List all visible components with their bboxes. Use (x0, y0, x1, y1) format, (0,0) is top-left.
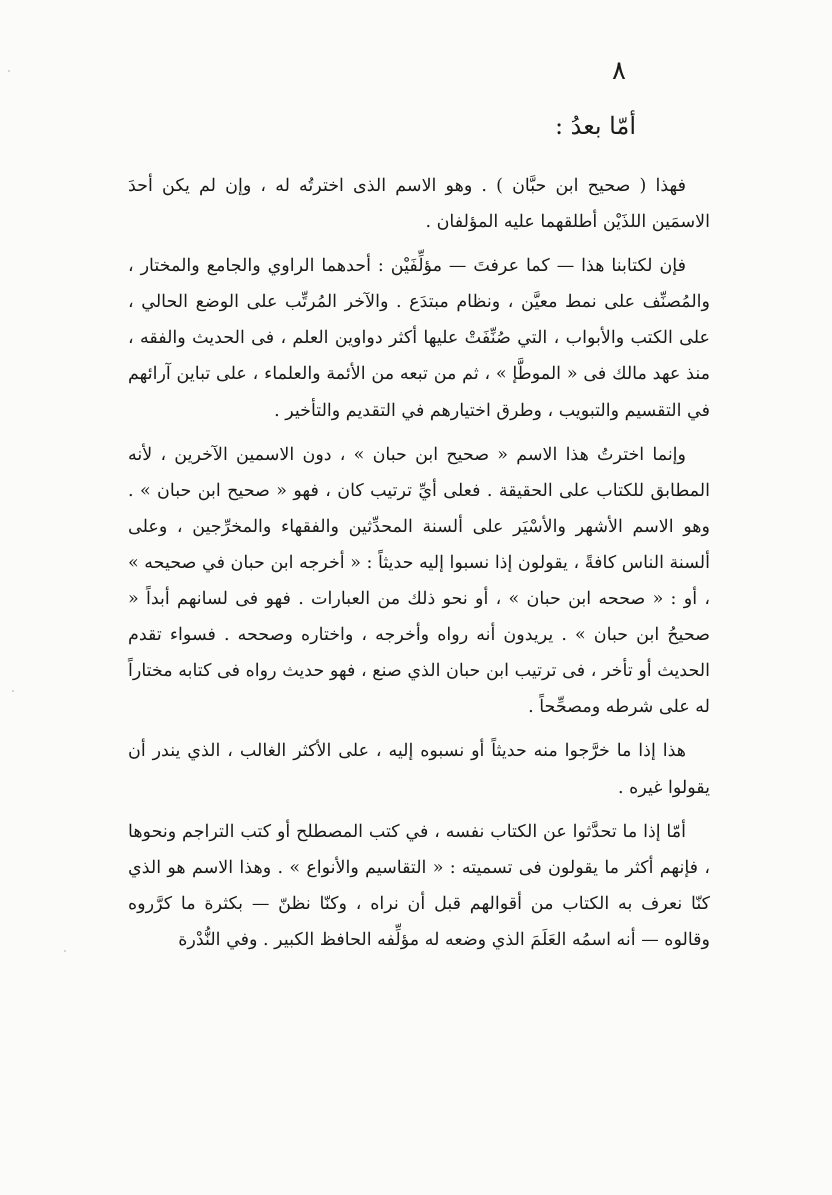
paragraph: أمّا إذا ما تحدَّثوا عن الكتاب نفسه ، في كتب المصطلح أو كتب التراجم ونحوها ، فإنهم أكثر ما يقولون فى تسميته : « التقاسيم والأنواع » . وهذا الاسم هو الذي كنّا نعرف به الكتاب من أقوالهم قبل أن نراه ، وكنّا نظنّ — بكثرة ما كرَّروه وقالوه — أنه اسمُه العَلَمَ الذي وضعه له مؤلِّفه الحافظ الكبير . وفي النُّدْرة (128, 821, 710, 950)
body-text (128, 168, 710, 966)
paper-speck (8, 70, 10, 72)
paragraph: فهذا ( صحيح ابن حبَّان ) . وهو الاسم الذى اخترتُه له ، وإن لم يكن أحدَ الاسمَين اللذَيْن أطلقهما عليه المؤلفان . (128, 176, 710, 233)
paragraph: وإنما اخترتُ هذا الاسم « صحيح ابن حبان » ، دون الاسمين الآخرين ، لأنه المطابق للكتاب على الحقيقة . فعلى أيِّ ترتيب كان ، فهو « صحيح ابن حبان » . وهو الاسم الأشهر والأسْيَر على ألسنة المحدِّثين والفقهاء والمخرِّجين ، وعلى ألسنة الناس كافةً ، يقولون إذا نسبوا إليه حديثاً : « أخرجه ابن حبان في صحيحه » ، أو : « صححه ابن حبان » ، أو نحو ذلك من العبارات . فهو فى لسانهم أبداً « صحيحُ ابن حبان » . يريدون أنه رواه وأخرجه ، واختاره وصححه . فسواء تقدم الحديث أو تأخر ، فى ترتيب ابن حبان الذي صنع ، فهو حديث رواه فى كتابه مختاراً له على شرطه ومصحِّحاً . (128, 444, 710, 718)
paper-speck (64, 950, 66, 952)
section-heading: أمّا بعدُ : (554, 112, 636, 140)
page-number: ٨ (612, 56, 626, 86)
paragraph: هذا إذا ما خرَّجوا منه حديثاً أو نسبوه إليه ، على الأكثر الغالب ، الذي يندر أن يقولوا غيره . (128, 741, 710, 798)
paragraph: فإن لكتابنا هذا — كما عرفتَ — مؤلِّفَيْن : أحدهما الراوي والجامع والمختار ، والمُصنِّف على نمط معيَّن ، ونظام مبتدَع . والآخر المُرتِّب على الوضع الحالي ، على الكتب والأبواب ، التي صُنِّفَتْ عليها أكثر دواوين العلم ، فى الحديث والفقه ، منذ عهد مالك فى « الموطَّإ » ، ثم من تبعه من الأئمة والعلماء ، على تباين آرائهم في التقسيم والتبويب ، وطرق اختيارهم في التقديم والتأخير . (128, 256, 710, 421)
paper-speck (12, 690, 14, 692)
